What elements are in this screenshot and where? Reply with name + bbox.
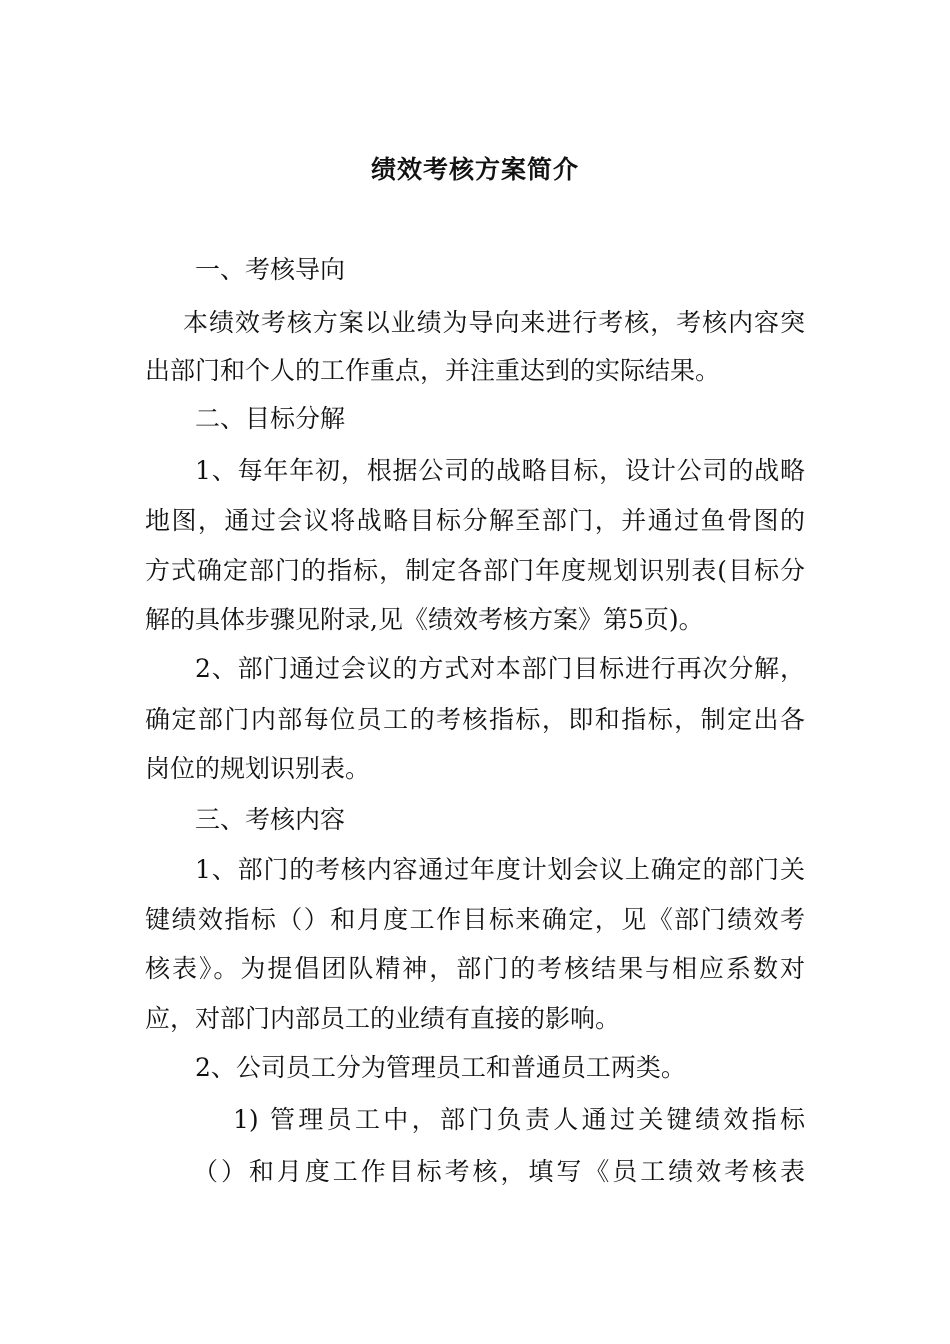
paragraph-line: 键绩效指标（）和月度工作目标来确定，见《部门绩效考	[145, 905, 805, 934]
paragraph-line: （）和月度工作目标考核，填写《员工绩效考核表	[193, 1157, 805, 1186]
section-heading-3: 三、考核内容	[195, 805, 346, 834]
paragraph-line: 确定部门内部每位员工的考核指标，即和指标，制定出各	[145, 705, 805, 734]
section-heading-2: 二、目标分解	[195, 404, 346, 433]
paragraph-line: 方式确定部门的指标，制定各部门年度规划识别表(目标分	[145, 556, 805, 585]
paragraph-line: 岗位的规划识别表。	[145, 754, 371, 783]
document-title: 绩效考核方案简介	[370, 155, 579, 184]
paragraph-line: 2、部门通过会议的方式对本部门目标进行再次分解，	[195, 654, 805, 683]
paragraph-line: 核表》。为提倡团队精神，部门的考核结果与相应系数对	[145, 954, 805, 983]
paragraph-line: 2、公司员工分为管理员工和普通员工两类。	[195, 1053, 686, 1082]
paragraph-line: 1、每年年初，根据公司的战略目标，设计公司的战略	[195, 456, 805, 485]
paragraph-line: 1、部门的考核内容通过年度计划会议上确定的部门关	[195, 855, 805, 884]
paragraph-line: 出部门和个人的工作重点，并注重达到的实际结果。	[145, 356, 721, 385]
paragraph-line: 地图，通过会议将战略目标分解至部门，并通过鱼骨图的	[145, 506, 805, 535]
paragraph-line: 1) 管理员工中，部门负责人通过关键绩效指标	[233, 1105, 805, 1134]
paragraph-line: 应，对部门内部员工的业绩有直接的影响。	[145, 1004, 621, 1033]
section-heading-1: 一、考核导向	[195, 255, 346, 284]
paragraph-line: 解的具体步骤见附录,见《绩效考核方案》第5页)。	[145, 605, 704, 634]
paragraph-line: 本绩效考核方案以业绩为导向来进行考核，考核内容突	[183, 308, 805, 337]
